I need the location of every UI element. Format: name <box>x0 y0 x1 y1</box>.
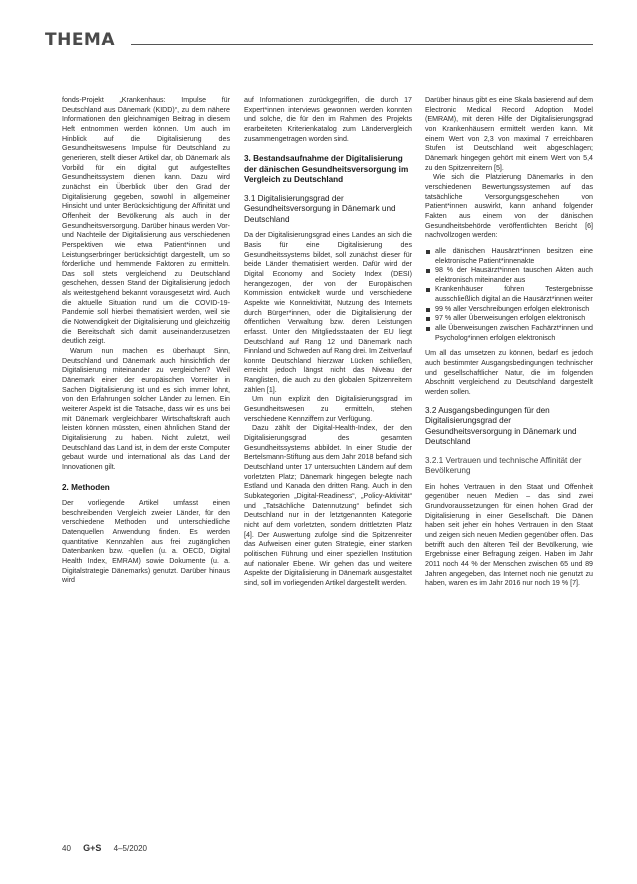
paragraph: Dazu zählt der Digital-Health-Index, der den Digitalisierungsgrad des gesamten Gesundheitssystems abbildet. In einer Studie der Bertelsmann-Stiftung aus dem Jahr 2018 befand sich Deutschland unter 17 untersuchten Ländern auf dem vorletzten Platz; Dänemark hingegen belegte nach Estland und Kanada den dritten Rang. Auch in den Subkategorien „Digital-Readiness“, „Policy-Aktivität“ und „Tatsächliche Datennutzung“ befindet sich Deutschland nur in der letztgenannten Kategorie nicht auf dem vorletzten, sondern drittletzten Platz [4]. Der Auswertung zufolge sind die Spitzenreiter das Aufweisen einer guten Strategie, einer starken politischen Führung und einer speziellen Institution auf nationaler Ebene. Wir gehen das und weitere Aspekte der Digitalisierung in Dänemark ausgestaltet sind, soll im vorliegenden Artikel dargestellt werden. <box>244 424 412 587</box>
list-item: Krankenhäuser führen Testergebnisse ausschließlich digital an die Hausärzt*innen weiter <box>425 285 593 304</box>
subsection-heading-3-2-1: 3.2.1 Vertrauen und technische Affinität der Bevölkerung <box>425 455 582 476</box>
page-footer <box>62 843 157 853</box>
paragraph: Um all das umsetzen zu können, bedarf es jedoch auch bestimmter Ausgangsbedingungen technischer und gesellschaftlicher Natur, die im folgenden Abschnitt vergleichend zu Deutschland dargestellt werden sollen. <box>425 349 593 397</box>
list-item: alle Überweisungen zwischen Fachärzt*innen und Psycholog*innen erfolgen elektronisch <box>425 324 593 343</box>
paragraph: Warum nun machen es überhaupt Sinn, Deutschland und Dänemark auch hinsichtlich der Digitalisierung miteinander zu vergleichen? Weil Dänemark einer der europäischen Vorreiter in Sachen Digitalisierung ist und es sich immer lohnt, von den Erfahrungen solcher Länder zu lernen. Ein weiterer Aspekt ist die Tatsache, dass wir es uns bei mit Dänemark vergleichbarer Wirtschaftskraft auch leisten können müssten, einen ähnlichen Stand der Digitalisierung zu haben. Nicht zuletzt, weil Deutschland das Land ist, in dem der erste Computer gebaut wurde und international als das Land der Innovationen gilt. <box>62 347 230 471</box>
subsection-heading-3-2: 3.2 Ausgangsbedingungen für den Digitalisierungsgrad der Gesundheitsversorgung in Dänemark und Deutschland <box>425 405 577 447</box>
journal-logo: G+S <box>83 843 102 853</box>
page-header <box>45 30 593 54</box>
section-heading-methods: 2. Methoden <box>62 482 110 492</box>
fact-list <box>425 247 593 344</box>
paragraph: Wie sich die Platzierung Dänemarks in den verschiedenen Bewertungssystemen auf das tatsächliche Versorgungsgeschehen von Patient*innen auswirkt, kann anhand folgender Fakten aus einem von der dänischen Gesundheitsbehörde veröffentlichten Bericht [6] nachvollzogen werden: <box>425 173 593 240</box>
issue-number: 4–5/2020 <box>113 844 148 853</box>
paragraph: Da der Digitalisierungsgrad eines Landes an sich die Basis für eine Digitalisierung des Gesundheitssystems bildet, soll zunächst dieser für beide Länder thematisiert werden. Dafür wird der Digital Economy and Society Index (DESI) herangezogen, der von der Europäischen Kommission entwickelt wurde und verschiedene Aspekte wie Konnektivität, Nutzung des Internets durch Bürger*innen, oder die Digitalisierung der öffentlichen Verwaltung bzw. deren Leistungen erfasst. Unter den Mitgliedsstaaten der EU liegt Deutschland auf Rang 12 und Dänemark nach Finnland und Schweden auf Rang drei. Im Zeitverlauf konnte Deutschland hierzwar Lücken schließen, erreicht jedoch längst nicht das Niveau der Ranglisten, die auch zu den globalen Spitzenreitern zählen [1]. <box>244 231 412 394</box>
page-number: 40 <box>62 844 71 853</box>
paragraph: Der vorliegende Artikel umfasst einen beschreibenden Vergleich zweier Länder, für den verschiedene Methoden und unterschiedliche Datenquellen Anwendung finden. Es werden quantitative Kennzahlen aus frei zugänglichen Datenbanken bzw. -quellen (u. a. OECD, Digital Health Index, EMRAM) sowie Dokumente (u. a. Digitalstrategie Dänemarks) genutzt. Darüber hinaus wird <box>62 499 230 585</box>
header-rule <box>131 44 593 45</box>
column-3 <box>425 96 593 589</box>
section-title: THEMA <box>45 30 116 50</box>
column-2 <box>244 96 412 589</box>
paragraph: fonds-Projekt „Krankenhaus: Impulse für Deutschland aus Dänemark (KIDD)“, zu dem nähere Informationen den gleichnamigen Beitrag in diesem Heft entnommen werden können. Um auch im Hinblick auf die Digitalisierung des Gesundheitswesens Impulse für Deutschland zu generieren, stellt dieser Artikel dar, ob Dänemark als Vorbild für ein digital gut aufgestelltes Gesundheitssystem dienen kann. Dazu wird zunächst ein Überblick über den Grad der Digitalisierung gegeben, sowohl in allgemeiner Hinsicht und unter Berücksichtigung der Affinität und Offenheit der Bevölkerung als auch in der Gesundheitsversorgung. Darüber hinaus werden Vor- und Nachteile der Digitalisierung aus verschiedenen Perspektiven wie etwa Patient*innen und Leistungserbringer berücksichtigt dargestellt, um so förderliche und hemmende Faktoren zu ermitteln. Das soll stets vergleichend zu Deutschland geschehen, dessen Stand der Digitalisierung jedoch als weitestgehend bekannt vorausgesetzt wird. Auch die aktuelle Situation rund um die COVID-19-Pandemie soll hierbei thematisiert werden, weil sie die Notwendigkeit der Digitalisierung und gleichzeitig die Bereitschaft sich damit auseinanderzusetzen deutlich zeigt. <box>62 96 230 346</box>
column-1 <box>62 96 230 586</box>
list-item: 98 % der Hausärzt*innen tauschen Akten auch elektronisch miteinander aus <box>425 266 593 285</box>
paragraph: Ein hohes Vertrauen in den Staat und Offenheit gegenüber neuen Medien – das sind zwei Grundvoraussetzungen für einen hohen Grad der Digitalisierung in einer Gesellschaft. Die Dänen haben seit jeher ein hohes Vertrauen in den Staat und zeigen sich neuen Medien gegenüber offen. Das betrifft auch den älteren Teil der Bevölkerung, wie Ergebnisse einer Befragung zeigen. Haben im Jahr 2011 noch 44 % der Menschen zwischen 65 und 89 Jahren angegeben, das Internet noch nie genutzt zu haben, waren es im Jahr 2016 nur noch 19 % [7]. <box>425 482 593 588</box>
paragraph: Darüber hinaus gibt es eine Skala basierend auf dem Electronic Medical Record Adoption Model (EMRAM), mit deren Hilfe der Digitalisierungsgrad von Krankenhäusern ermittelt werden kann. Mit einem Wert von 2,3 von maximal 7 erreichbaren Stufen ist Deutschland weit abgeschlagen; Dänemark hingegen gehört mit einem Wert von 5,4 zu den Spitzenreitern [5]. <box>425 96 593 172</box>
list-item: 99 % aller Verschreibungen erfolgen elektronisch <box>425 305 593 315</box>
paragraph: auf Informationen zurückgegriffen, die durch 17 Expert*innen interviews gewonnen werden konnten und solche, die für den im Rahmen des Projekts erarbeiteten Kriterienkatalog zum Ländervergleich zusammengetragen worden sind. <box>244 96 412 143</box>
subsection-heading-3-1: 3.1 Digitalisierungsgrad der Gesundheitsversorgung in Dänemark und Deutschland <box>244 193 396 224</box>
paragraph: Um nun explizit den Digitalisierungsgrad im Gesundheitswesen zu ermitteln, stehen verschiedene Kennziffern zur Verfügung. <box>244 395 412 423</box>
list-item: 97 % aller Überweisungen erfolgen elektronisch <box>425 314 593 324</box>
list-item: alle dänischen Hausärzt*innen besitzen eine elektronische Patient*innenakte <box>425 247 593 266</box>
section-heading-status: 3. Bestandsaufnahme der Digitalisierung der dänischen Gesundheitsversorgung im Vergleich zu Deutschland <box>244 154 409 185</box>
